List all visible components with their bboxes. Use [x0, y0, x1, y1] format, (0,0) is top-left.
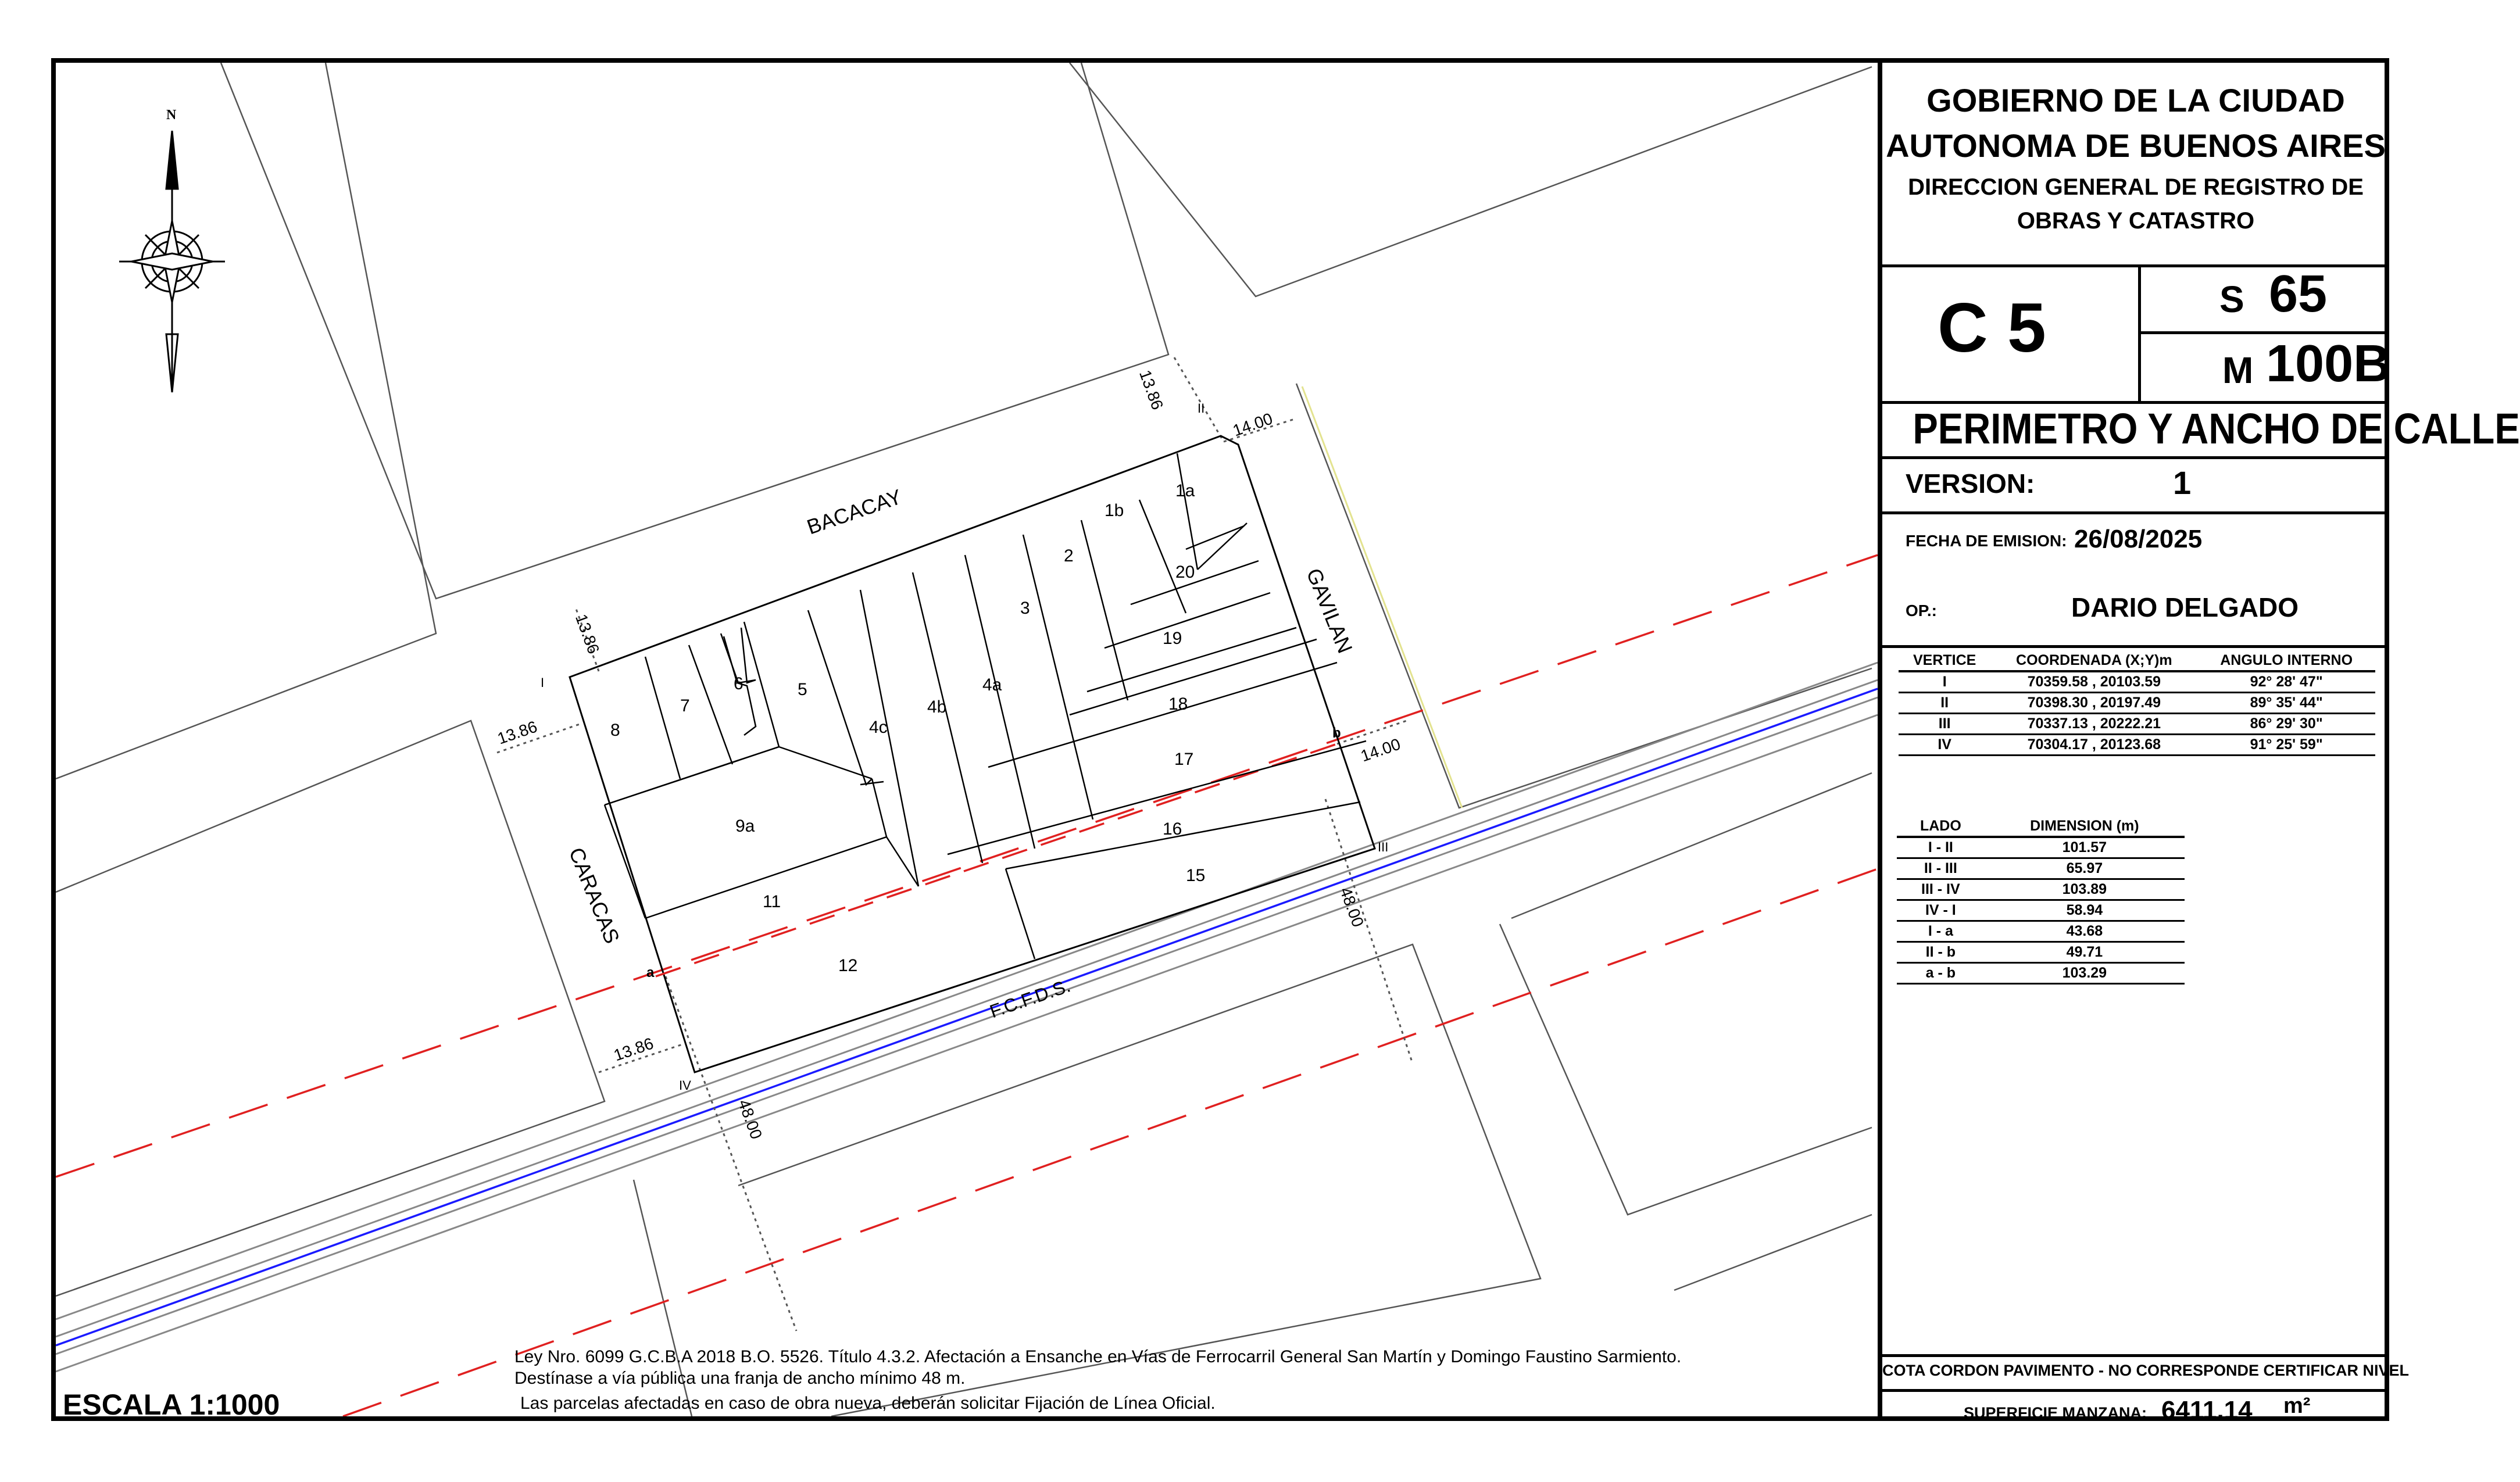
table-cell: 49.71 [1985, 942, 2185, 963]
table-cell: 89° 35' 44" [2197, 693, 2375, 714]
parcel-label: 18 [1168, 695, 1188, 714]
parcel-label: 6 [734, 674, 744, 693]
surface-label: SUPERFICIE MANZANA: [1964, 1404, 2147, 1422]
table-cell: 70304.17 , 20123.68 [1990, 735, 2197, 756]
table-cell: III - IV [1897, 879, 1985, 900]
parcel-label: 20 [1175, 563, 1195, 582]
version-label: VERSION: [1906, 468, 2035, 499]
header-line-2: AUTONOMA DE BUENOS AIRES [1886, 127, 2386, 164]
dimension-label: 13.86 [571, 611, 603, 657]
table-cell: I - a [1897, 921, 1985, 942]
parcel-label: 4b [927, 697, 947, 717]
table-cell: III [1899, 714, 1990, 735]
table-cell: 86° 29' 30" [2197, 714, 2375, 735]
table-header: VERTICE [1899, 651, 1990, 671]
header-line-1: GOBIERNO DE LA CIUDAD [1926, 82, 2345, 119]
table-cell: 70337.13 , 20222.21 [1990, 714, 2197, 735]
legal-note-line-3: Las parcelas afectadas en caso de obra nueva, deberán solicitar Fijación de Línea Oficial. [520, 1394, 1216, 1413]
table-cell: 43.68 [1985, 921, 2185, 942]
vertices-table [1899, 651, 2375, 756]
table-row [1897, 858, 2185, 879]
block-label: M [2222, 349, 2254, 391]
table-cell: 92° 28' 47" [2197, 671, 2375, 693]
vertex-label-i: I [541, 675, 545, 690]
surface-unit: m² [2283, 1394, 2311, 1418]
table-cell: a - b [1897, 963, 1985, 984]
vertex-label-a: a [646, 965, 655, 980]
table-cell: II - III [1897, 858, 1985, 879]
table-header: DIMENSION (m) [1985, 817, 2185, 837]
table-row [1897, 837, 2185, 858]
dimension-label: 14.00 [1230, 409, 1275, 440]
dimension-label: 48.00 [1336, 885, 1368, 930]
vertex-label-b: b [1332, 725, 1341, 741]
parcel-label: 4a [982, 675, 1002, 695]
parcel-label: 11 [763, 892, 781, 911]
table-cell: 70359.58 , 20103.59 [1990, 671, 2197, 693]
table-row [1899, 714, 2375, 735]
parcel-label: 4c [869, 718, 888, 737]
table-cell: 70398.30 , 20197.49 [1990, 693, 2197, 714]
sheet-title: PERIMETRO Y ANCHO DE CALLE [1913, 404, 2520, 453]
street-label-gavilan: GAVILAN [1302, 565, 1357, 657]
table-row [1897, 942, 2185, 963]
railway-label: F.C.F.D.S. [986, 975, 1073, 1022]
parcel-label: 5 [798, 680, 807, 699]
parcel-label: 12 [838, 956, 858, 975]
table-cell: 58.94 [1985, 900, 2185, 921]
parcel-label: 2 [1064, 546, 1074, 565]
circ-label: C 5 [1938, 289, 2046, 367]
table-row [1897, 900, 2185, 921]
street-label-bacacay: BACACAY [803, 484, 905, 539]
vertex-label-ii: II [1198, 401, 1205, 416]
vertex-label-iii: III [1378, 840, 1389, 854]
emission-value: 26/08/2025 [2074, 525, 2203, 553]
operator-label: OP.: [1906, 602, 1937, 620]
table-row [1897, 879, 2185, 900]
table-cell: 103.89 [1985, 879, 2185, 900]
table-row [1897, 921, 2185, 942]
parcel-label: 7 [680, 696, 690, 715]
north-label: N [166, 108, 177, 123]
table-cell: II [1899, 693, 1990, 714]
parcel-label: 1a [1175, 481, 1195, 500]
parcel-label: 19 [1163, 629, 1182, 648]
parcel-label: 9a [735, 817, 755, 836]
header-line-3: DIRECCION GENERAL DE REGISTRO DE [1908, 174, 2364, 200]
table-cell: 91° 25' 59" [2197, 735, 2375, 756]
parcel-label: 17 [1174, 750, 1194, 769]
title-block [1878, 58, 2520, 1424]
version-value: 1 [2173, 464, 2192, 501]
table-cell: II - b [1897, 942, 1985, 963]
legal-note-line-2: Destínase a vía pública una franja de ancho mínimo 48 m. [514, 1369, 966, 1388]
table-header: COORDENADA (X;Y)m [1990, 651, 2197, 671]
table-row [1899, 671, 2375, 693]
surface-value: 6411.14 [2161, 1396, 2253, 1424]
block-value: 100B [2266, 335, 2392, 393]
table-cell: 65.97 [1985, 858, 2185, 879]
dimension-label: 48.00 [734, 1097, 766, 1142]
parcel-label: 3 [1020, 599, 1030, 618]
cota-note: COTA CORDON PAVIMENTO - NO CORRESPONDE CERTIFICAR NIVEL [1882, 1362, 2410, 1379]
vertex-label-iv: IV [679, 1078, 691, 1093]
header-line-4: OBRAS Y CATASTRO [2017, 208, 2255, 234]
table-cell: 103.29 [1985, 963, 2185, 984]
table-row [1899, 693, 2375, 714]
operator-value: DARIO DELGADO [2071, 592, 2299, 622]
table-cell: IV [1899, 735, 1990, 756]
parcel-label: 16 [1163, 819, 1182, 839]
section-value: 65 [2269, 265, 2328, 323]
table-cell: I [1899, 671, 1990, 693]
legal-note-line-1: Ley Nro. 6099 G.C.B.A 2018 B.O. 5526. Título 4.3.2. Afectación a Ensanche en Vías de Ferrocarril General San Martín y Domingo Faustino Sarmiento. [514, 1347, 1682, 1366]
parcel-label: 15 [1186, 866, 1206, 885]
table-cell: 101.57 [1985, 837, 2185, 858]
table-cell: I - II [1897, 837, 1985, 858]
table-row [1899, 735, 2375, 756]
emission-label: FECHA DE EMISION: [1906, 532, 2067, 550]
table-row [1897, 963, 2185, 984]
dimension-label: 13.86 [1135, 367, 1167, 413]
table-header: LADO [1897, 817, 1985, 837]
table-header: ANGULO INTERNO [2197, 651, 2375, 671]
section-label: S [2219, 278, 2244, 320]
sides-table [1897, 817, 2185, 985]
scale-label: ESCALA 1:1000 [63, 1388, 280, 1421]
dimension-label: 13.86 [495, 717, 540, 748]
dimension-label: 13.86 [611, 1034, 656, 1065]
dimension-label: 14.00 [1358, 735, 1403, 765]
parcel-label: 1b [1104, 501, 1124, 520]
table-cell: IV - I [1897, 900, 1985, 921]
parcel-label: 8 [610, 721, 620, 740]
street-label-caracas: CARACAS [564, 844, 625, 947]
